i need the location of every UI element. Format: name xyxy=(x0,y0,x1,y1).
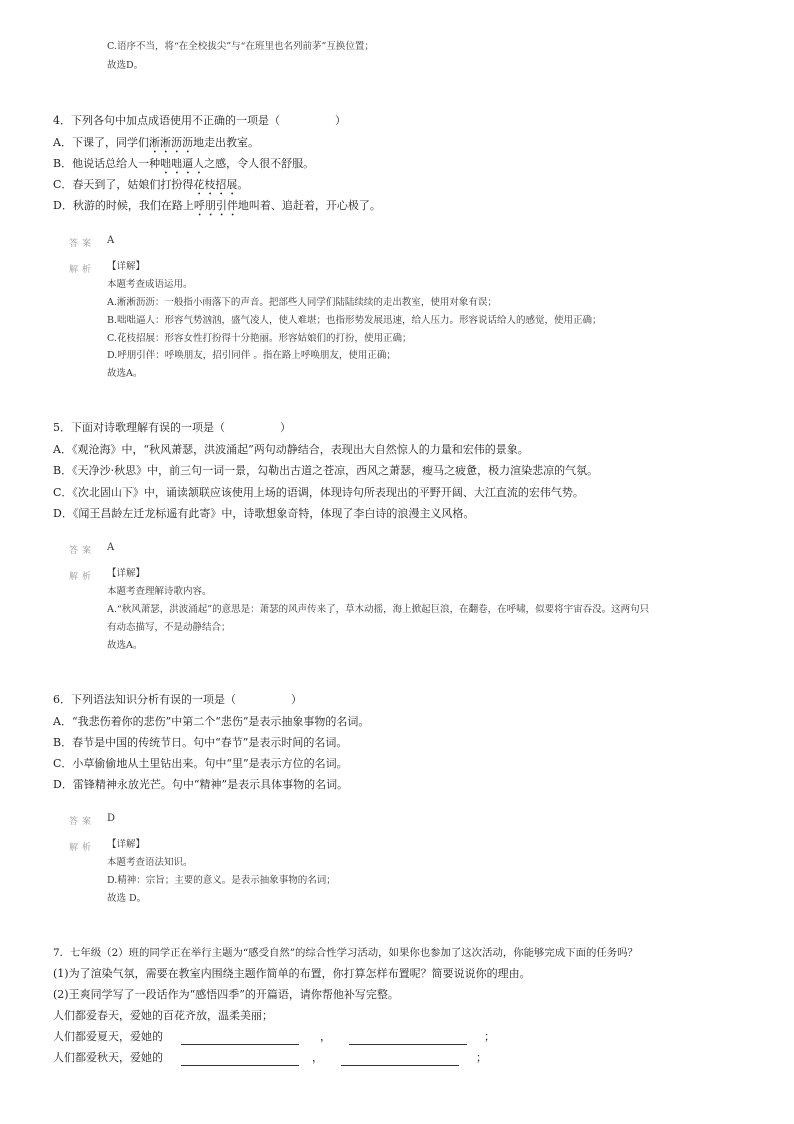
idiom-dotted: 花枝招展 xyxy=(193,178,238,191)
question-5-option-d: D．《闻王昌龄左迁龙标遥有此寄》中，诗歌想象奇特，体现了李白诗的浪漫主义风格。 xyxy=(53,507,475,520)
question-7-subquestion-2: (2)王爽同学写了一段话作为“感悟四季”的开篇语，请你帮他补写完整。 xyxy=(53,988,399,1001)
analysis-label: 解析 xyxy=(69,843,96,853)
prev-explanation-line: C.语序不当，将“在全校拔尖”与“在班里也名列前茅”互换位置； xyxy=(107,41,374,52)
question-4-option-b: B．他说话总给人一种咄咄逼人之感，令人很不舒服。 xyxy=(53,157,315,170)
question-4-option-c: C．春天到了，姑娘们打扮得花枝招展。 xyxy=(53,178,249,191)
explanation-line: A.淅淅沥沥：一般指小雨落下的声音。把部些人同学们陆陆续续的走出教室，使用对象有误； xyxy=(107,297,497,308)
explanation-line: 故选 D。 xyxy=(107,893,147,904)
answer-label: 答案 xyxy=(69,546,96,556)
explanation-line: 【详解】 xyxy=(107,839,146,850)
question-7-stem: 7．七年级（2）班的同学正在举行主题为“感受自然”的综合性学习活动，如果你也参加了这次活动，你能够完成下面的任务吗？ xyxy=(53,947,638,959)
question-6-option-d: D．雷锋精神永放光芒。句中“精神”是表示具体事物的名词。 xyxy=(53,778,349,791)
explanation-line: 本题考查成语运用。 xyxy=(107,279,193,290)
question-5-option-b: B．《天净沙·秋思》中，前三句一词一景，勾勒出古道之苍凉，西风之萧瑟，瘦马之疲惫，极力渲染悲凉的气氛。 xyxy=(53,464,599,477)
question-4-option-d: D．秋游的时候，我们在路上呼朋引伴地叫着、追赶着，开心极了。 xyxy=(53,199,381,212)
question-5-option-a: A．《观沧海》中，“秋风萧瑟，洪波涌起”两句动静结合，表现出大自然惊人的力量和宏伟的景象。 xyxy=(53,443,529,456)
summer-blank-1[interactable] xyxy=(181,1032,299,1045)
answer-value: A xyxy=(107,235,115,246)
idiom-dotted: 呼朋引伴 xyxy=(193,199,238,212)
explanation-line: 故选A。 xyxy=(107,640,143,651)
explanation-line: B.咄咄逼人：形容气势汹汹，盛气凌人，使人难堪；也指形势发展迅速，给人压力。形容说话给人的感觉，使用正确； xyxy=(107,315,602,326)
explanation-line: A.“秋风萧瑟，洪波涌起”的意思是：萧瑟的风声传来了，草木动摇，海上掀起巨浪，在翻卷，在呼啸，似要将宇宙吞没。这两句只 xyxy=(107,604,650,615)
autumn-blank-1[interactable] xyxy=(181,1053,299,1066)
explanation-line: 有动态描写，不是动静结合； xyxy=(107,622,231,633)
spring-line: 人们都爱春天，爱她的百花齐放，温柔美丽； xyxy=(53,1009,273,1022)
explanation-line: C.花枝招展：形容女性打扮得十分艳丽。形容姑娘们的打扮，使用正确； xyxy=(107,333,412,344)
analysis-label: 解析 xyxy=(69,572,96,582)
explanation-line: D.呼朋引伴：呼唤朋友，招引同伴 。指在路上呼唤朋友，使用正确； xyxy=(107,350,396,361)
summer-blank-2[interactable] xyxy=(349,1032,467,1045)
explanation-line: 【详解】 xyxy=(107,261,146,272)
answer-value: A xyxy=(107,542,115,553)
answer-value: D xyxy=(107,813,116,824)
explanation-line: 故选A。 xyxy=(107,368,143,379)
prev-explanation-line: 故选D。 xyxy=(107,60,144,71)
question-6-stem: 6．下列语法知识分析有误的一项是（ ） xyxy=(53,693,302,706)
summer-line: 人们都爱夏天，爱她的 ， ； xyxy=(53,1030,495,1043)
question-4-stem: 4．下列各句中加点成语使用不正确的一项是（ ） xyxy=(53,114,346,127)
explanation-line: D.精神：宗旨；主要的意义。是表示抽象事物的名词； xyxy=(107,875,336,886)
explanation-line: 本题考查语法知识。 xyxy=(107,857,193,868)
answer-label: 答案 xyxy=(69,239,96,249)
question-6-option-c: C．小草偷偷地从土里钻出来。句中“里”是表示方位的名词。 xyxy=(53,757,348,770)
analysis-label: 解析 xyxy=(69,265,96,275)
idiom-dotted: 淅淅沥沥 xyxy=(148,136,193,149)
question-5-option-c: C．《次北固山下》中，诵读颔联应该使用上场的语调，体现诗句所表现出的平野开阔、大江直流的宏伟气势。 xyxy=(53,486,584,499)
idiom-dotted: 咄咄逼人 xyxy=(160,157,205,170)
question-6-option-b: B．春节是中国的传统节日。句中“春节”是表示时间的名词。 xyxy=(53,736,348,749)
answer-label: 答案 xyxy=(69,817,96,827)
autumn-line: 人们都爱秋天，爱她的 ， ； xyxy=(53,1051,487,1064)
autumn-blank-2[interactable] xyxy=(341,1053,459,1066)
question-7-subquestion-1: (1)为了渲染气氛，需要在教室内围绕主题作简单的布置，你打算怎样布置呢？简要说说你的理由。 xyxy=(53,967,531,980)
question-5-stem: 5．下面对诗歌理解有误的一项是（ ） xyxy=(53,421,291,434)
question-6-option-a: A．“我悲伤着你的悲伤”中第二个“悲伤”是表示抽象事物的名词。 xyxy=(53,715,370,728)
explanation-line: 【详解】 xyxy=(107,568,146,579)
explanation-line: 本题考查理解诗歌内容。 xyxy=(107,586,212,597)
question-4-option-a: A．下课了，同学们淅淅沥沥地走出教室。 xyxy=(53,136,259,149)
